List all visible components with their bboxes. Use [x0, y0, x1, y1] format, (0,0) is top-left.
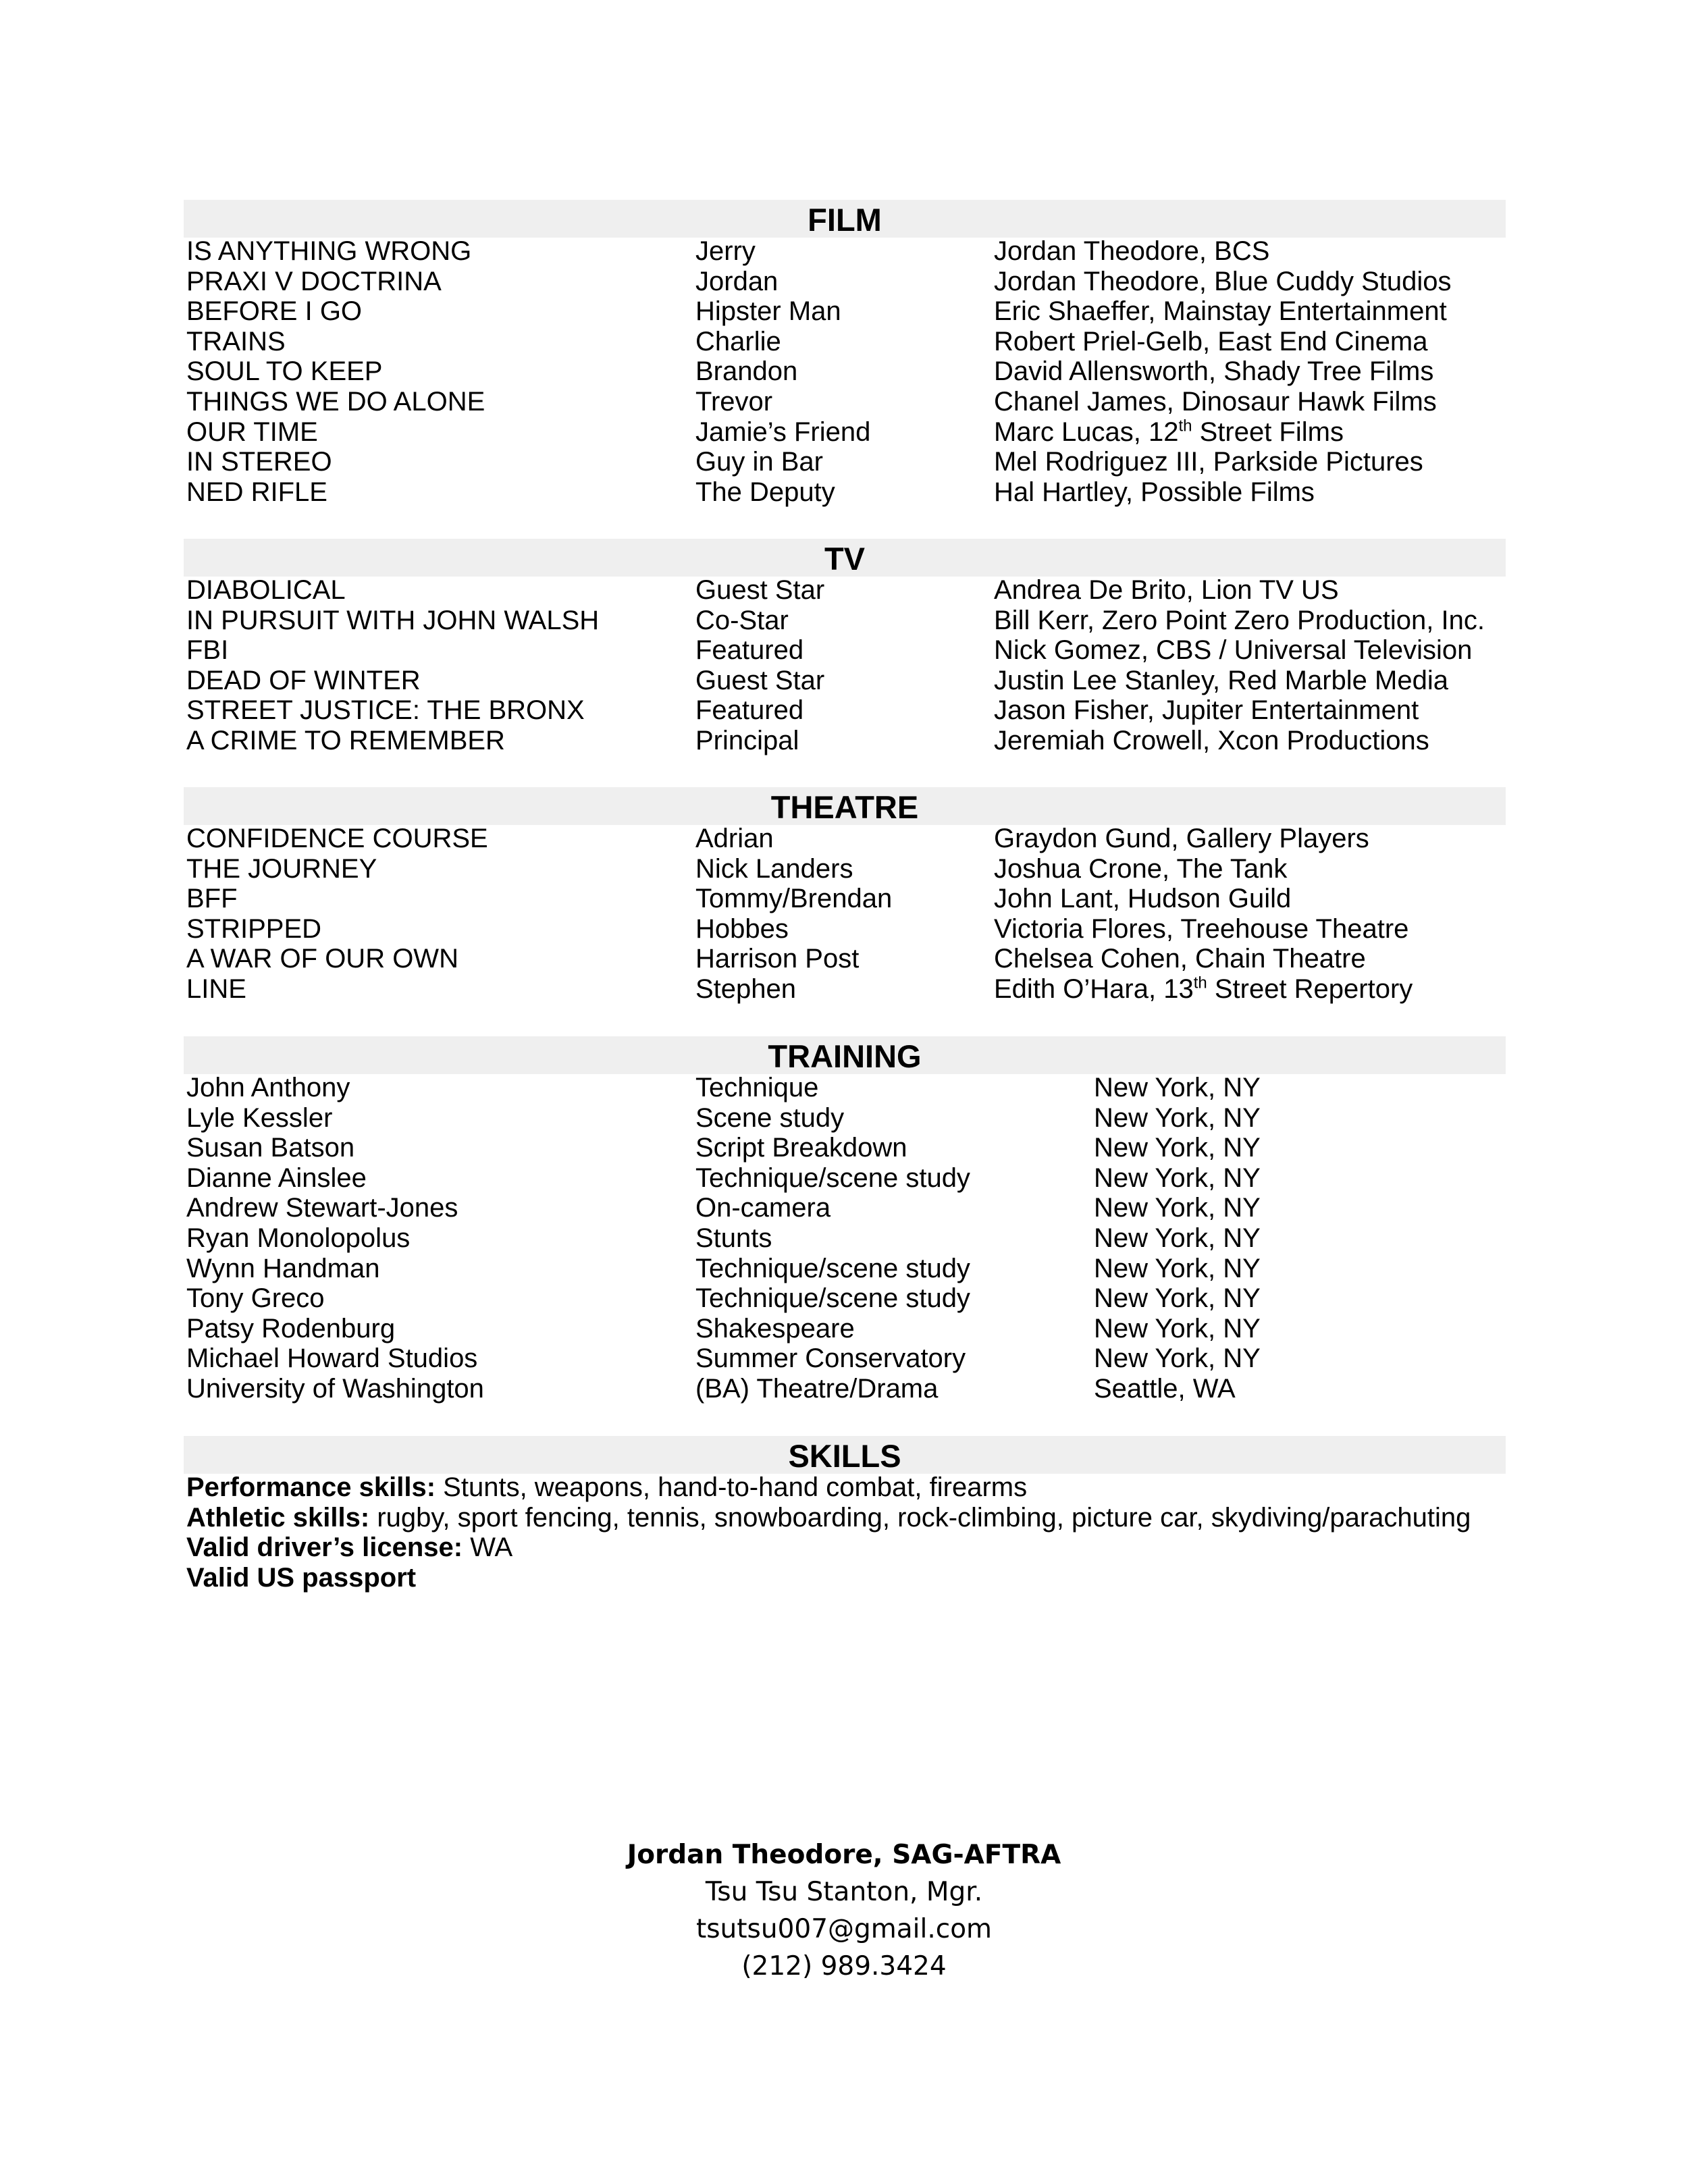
theatre-list — [186, 824, 1503, 1005]
theatre-title: A WAR OF OUR OWN — [186, 944, 458, 974]
training-row — [186, 1163, 1503, 1194]
training-location: New York, NY — [1094, 1073, 1261, 1102]
ordinal-suffix: th — [1178, 417, 1192, 435]
theatre-row — [186, 824, 1503, 854]
film-credit: Robert Priel-Gelb, East End Cinema — [994, 326, 1428, 356]
tv-credit: Nick Gomez, CBS / Universal Television — [994, 635, 1473, 666]
theatre-title: CONFIDENCE COURSE — [186, 824, 488, 853]
training-teacher: Susan Batson — [186, 1133, 355, 1163]
film-list — [186, 236, 1503, 507]
theatre-credit: Graydon Gund, Gallery Players — [994, 824, 1369, 853]
film-row — [186, 236, 1503, 267]
film-title: IS ANYTHING WRONG — [186, 236, 472, 266]
film-row — [186, 447, 1503, 477]
film-credit: David Allensworth, Shady Tree Films — [994, 356, 1434, 387]
theatre-row — [186, 884, 1503, 914]
tv-title: DIABOLICAL — [186, 575, 346, 605]
film-row — [186, 267, 1503, 297]
training-teacher: Ryan Monolopolus — [186, 1223, 411, 1253]
tv-list — [186, 575, 1503, 756]
training-location: New York, NY — [1094, 1102, 1261, 1133]
training-teacher: Wynn Handman — [186, 1253, 380, 1283]
training-heading: TRAINING — [184, 1036, 1506, 1074]
training-subject: Technique — [695, 1073, 819, 1102]
tv-credit: Bill Kerr, Zero Point Zero Production, Inc. — [994, 605, 1485, 635]
theatre-credit — [994, 974, 1413, 1005]
theatre-credit: Chelsea Cohen, Chain Theatre — [994, 944, 1366, 974]
film-role: Hipster Man — [695, 296, 841, 327]
training-teacher: Dianne Ainslee — [186, 1163, 367, 1193]
tv-role: Guest Star — [695, 665, 825, 695]
skill-label: Valid driver’s license: — [186, 1533, 463, 1563]
tv-role: Principal — [695, 725, 799, 755]
skills-heading: SKILLS — [184, 1436, 1506, 1474]
tv-row — [186, 666, 1503, 696]
training-teacher: University of Washington — [186, 1373, 484, 1404]
skills-list — [186, 1472, 1510, 1593]
manager-name: Tsu Tsu Stanton, Mgr. — [705, 1877, 983, 1907]
training-location: Seattle, WA — [1094, 1373, 1236, 1404]
training-row — [186, 1223, 1503, 1254]
tv-row — [186, 695, 1503, 726]
training-row — [186, 1073, 1503, 1103]
film-title: IN STEREO — [186, 447, 332, 477]
theatre-role: Adrian — [695, 824, 774, 853]
theatre-title: THE JOURNEY — [186, 853, 377, 884]
ordinal-suffix: th — [1193, 974, 1207, 992]
training-row — [186, 1193, 1503, 1223]
training-row — [186, 1374, 1503, 1404]
film-row — [186, 356, 1503, 387]
film-credit: Chanel James, Dinosaur Hawk Films — [994, 386, 1437, 417]
credit-text: Edith O’Hara, 13 — [994, 974, 1194, 1004]
theatre-credit: John Lant, Hudson Guild — [994, 884, 1292, 914]
film-title: NED RIFLE — [186, 477, 327, 507]
skill-line — [186, 1472, 1510, 1503]
training-row — [186, 1133, 1503, 1163]
training-teacher: Lyle Kessler — [186, 1102, 333, 1133]
theatre-row — [186, 944, 1503, 974]
skill-line — [186, 1533, 1510, 1563]
theatre-row — [186, 974, 1503, 1005]
training-location: New York, NY — [1094, 1133, 1261, 1163]
film-credit: Jordan Theodore, Blue Cuddy Studios — [994, 266, 1452, 296]
training-row — [186, 1283, 1503, 1314]
tv-title: IN PURSUIT WITH JOHN WALSH — [186, 605, 600, 635]
skill-text: WA — [463, 1533, 513, 1563]
skill-text: rugby, sport fencing, tennis, snowboarding, rock-climbing, picture car, skydiving/parachuting — [369, 1502, 1471, 1533]
theatre-title: LINE — [186, 974, 246, 1004]
film-role: Trevor — [695, 386, 773, 417]
theatre-title: BFF — [186, 884, 238, 914]
training-location: New York, NY — [1094, 1313, 1261, 1343]
contact-email: tsutsu007@gmail.com — [695, 1914, 993, 1944]
training-location: New York, NY — [1094, 1163, 1261, 1193]
tv-role: Featured — [695, 635, 804, 666]
tv-row — [186, 606, 1503, 636]
film-row — [186, 296, 1503, 327]
film-role: The Deputy — [695, 477, 835, 507]
training-teacher: John Anthony — [186, 1073, 350, 1102]
film-role: Jordan — [695, 266, 779, 296]
contact-footer — [0, 1836, 1688, 1985]
training-subject: Technique/scene study — [695, 1163, 970, 1193]
training-teacher: Andrew Stewart-Jones — [186, 1193, 458, 1223]
training-teacher: Tony Greco — [186, 1283, 325, 1314]
training-subject: (BA) Theatre/Drama — [695, 1373, 939, 1404]
theatre-credit: Joshua Crone, The Tank — [994, 853, 1288, 884]
training-subject: Technique/scene study — [695, 1253, 970, 1283]
tv-row — [186, 635, 1503, 666]
film-row — [186, 417, 1503, 448]
training-subject: Shakespeare — [695, 1313, 855, 1343]
credit-text: Marc Lucas, 12 — [994, 417, 1179, 447]
skill-label: Valid US passport — [186, 1562, 417, 1593]
training-subject: Technique/scene study — [695, 1283, 970, 1314]
training-teacher: Michael Howard Studios — [186, 1343, 478, 1374]
skill-text: Stunts, weapons, hand-to-hand combat, firearms — [436, 1472, 1028, 1502]
film-role: Jerry — [695, 236, 756, 266]
film-role: Jamie’s Friend — [695, 417, 871, 447]
training-row — [186, 1254, 1503, 1284]
tv-title: STREET JUSTICE: THE BRONX — [186, 695, 585, 726]
film-row — [186, 477, 1503, 508]
training-subject: Summer Conservatory — [695, 1343, 966, 1374]
film-credit — [994, 417, 1344, 448]
film-title: PRAXI V DOCTRINA — [186, 266, 442, 296]
training-row — [186, 1343, 1503, 1374]
film-title: BEFORE I GO — [186, 296, 363, 327]
training-subject: Scene study — [695, 1102, 845, 1133]
skill-line — [186, 1503, 1510, 1533]
film-role: Guy in Bar — [695, 447, 823, 477]
tv-title: A CRIME TO REMEMBER — [186, 725, 505, 755]
theatre-title: STRIPPED — [186, 913, 322, 944]
actor-name: Jordan Theodore, SAG-AFTRA — [627, 1840, 1061, 1870]
training-subject: Script Breakdown — [695, 1133, 907, 1163]
film-row — [186, 387, 1503, 417]
training-location: New York, NY — [1094, 1343, 1261, 1374]
training-location: New York, NY — [1094, 1223, 1261, 1253]
theatre-role: Stephen — [695, 974, 797, 1004]
tv-role: Co-Star — [695, 605, 789, 635]
tv-row — [186, 575, 1503, 606]
film-credit: Mel Rodriguez III, Parkside Pictures — [994, 447, 1423, 477]
film-title: SOUL TO KEEP — [186, 356, 383, 387]
tv-credit: Andrea De Brito, Lion TV US — [994, 575, 1339, 605]
tv-row — [186, 726, 1503, 756]
film-title: TRAINS — [186, 326, 286, 356]
training-subject: Stunts — [695, 1223, 772, 1253]
theatre-credit: Victoria Flores, Treehouse Theatre — [994, 913, 1409, 944]
film-title: OUR TIME — [186, 417, 318, 447]
theatre-role: Harrison Post — [695, 944, 860, 974]
tv-heading: TV — [184, 539, 1506, 577]
film-role: Charlie — [695, 326, 781, 356]
skill-line — [186, 1563, 1510, 1593]
theatre-role: Hobbes — [695, 913, 789, 944]
skill-label: Athletic skills: — [186, 1502, 370, 1533]
tv-role: Featured — [695, 695, 804, 726]
training-teacher: Patsy Rodenburg — [186, 1313, 396, 1343]
theatre-role: Tommy/Brendan — [695, 884, 893, 914]
training-location: New York, NY — [1094, 1193, 1261, 1223]
theatre-heading: THEATRE — [184, 787, 1506, 825]
credit-text: Street Films — [1192, 417, 1344, 447]
film-credit: Jordan Theodore, BCS — [994, 236, 1270, 266]
film-credit: Hal Hartley, Possible Films — [994, 477, 1315, 507]
training-location: New York, NY — [1094, 1283, 1261, 1314]
tv-title: FBI — [186, 635, 229, 666]
film-credit: Eric Shaeffer, Mainstay Entertainment — [994, 296, 1447, 327]
training-location: New York, NY — [1094, 1253, 1261, 1283]
training-row — [186, 1103, 1503, 1134]
training-row — [186, 1314, 1503, 1344]
theatre-role: Nick Landers — [695, 853, 853, 884]
film-heading: FILM — [184, 200, 1506, 238]
tv-credit: Jason Fisher, Jupiter Entertainment — [994, 695, 1419, 726]
skill-label: Performance skills: — [186, 1472, 436, 1502]
training-list — [186, 1073, 1503, 1404]
contact-phone: (212) 989.3424 — [741, 1951, 947, 1981]
film-title: THINGS WE DO ALONE — [186, 386, 485, 417]
tv-credit: Jeremiah Crowell, Xcon Productions — [994, 725, 1429, 755]
film-role: Brandon — [695, 356, 798, 387]
film-row — [186, 327, 1503, 357]
theatre-row — [186, 854, 1503, 884]
theatre-row — [186, 914, 1503, 944]
tv-credit: Justin Lee Stanley, Red Marble Media — [994, 665, 1448, 695]
credit-text: Street Repertory — [1207, 974, 1413, 1004]
tv-role: Guest Star — [695, 575, 825, 605]
training-subject: On-camera — [695, 1193, 831, 1223]
tv-title: DEAD OF WINTER — [186, 665, 421, 695]
